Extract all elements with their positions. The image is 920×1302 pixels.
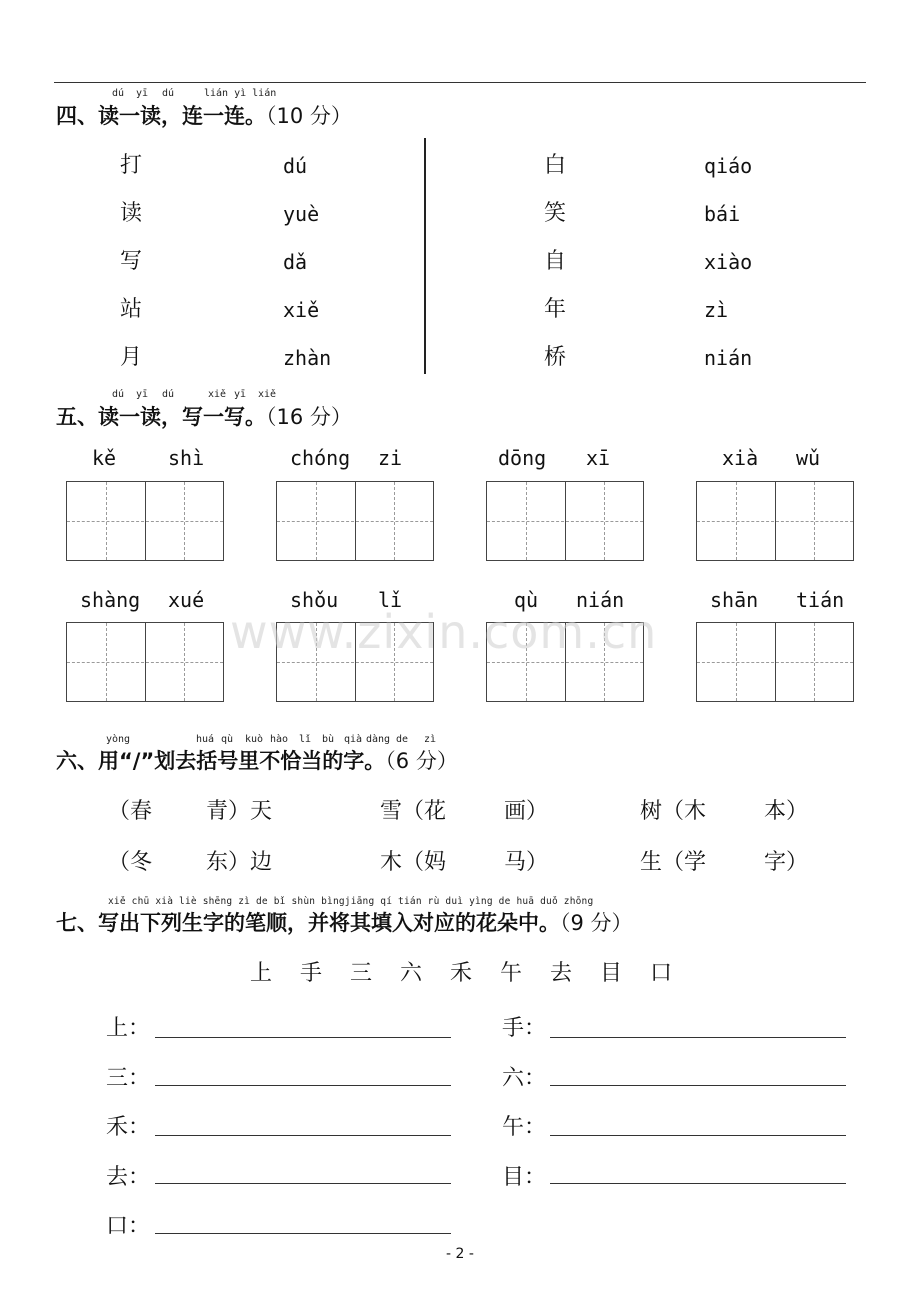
choice-option[interactable]: 画） xyxy=(504,799,549,824)
ruby: yòng xyxy=(106,734,131,745)
left-pinyin: dú xyxy=(283,154,308,178)
writing-box[interactable] xyxy=(486,481,644,561)
word-pinyin: shǒu xyxy=(290,588,339,612)
choice-option[interactable]: 生（学 xyxy=(640,850,707,875)
ruby-xie: xiě xyxy=(208,389,227,400)
section-4-title: 四、读一读，连一连。 xyxy=(56,104,266,128)
answer-line[interactable] xyxy=(550,1135,846,1136)
word-pinyin: dōng xyxy=(498,446,547,470)
char-item: 去 xyxy=(550,961,573,986)
ruby: qù xyxy=(221,734,234,745)
ruby-yi: yī xyxy=(136,389,149,400)
left-pinyin: xiě xyxy=(283,298,320,322)
word-pinyin: xià xyxy=(722,446,759,470)
ruby: qià xyxy=(344,734,363,745)
writing-box[interactable] xyxy=(696,481,854,561)
ruby: dàng xyxy=(366,734,391,745)
char-item: 手 xyxy=(300,961,323,986)
char-item: 上 xyxy=(250,961,273,986)
left-pinyin-column xyxy=(283,142,331,382)
char-item: 六 xyxy=(400,961,423,986)
char-item: 口 xyxy=(650,961,673,986)
writing-box[interactable] xyxy=(66,481,224,561)
ruby: hào xyxy=(270,734,289,745)
stroke-label: 口： xyxy=(106,1214,151,1239)
left-pinyin: yuè xyxy=(283,202,320,226)
char-item: 禾 xyxy=(450,961,473,986)
char-item: 三 xyxy=(350,961,373,986)
section-4-points: （10 分） xyxy=(266,104,352,128)
stroke-label: 目： xyxy=(502,1165,547,1190)
left-char: 读 xyxy=(120,201,143,226)
ruby-du: dú xyxy=(162,88,175,99)
ruby-du: dú xyxy=(112,389,125,400)
section-5-points: （16 分） xyxy=(266,405,352,429)
right-pinyin: zì xyxy=(704,298,729,322)
ruby: bù xyxy=(322,734,335,745)
ruby: lǐ xyxy=(299,734,312,745)
ruby: zì xyxy=(424,734,437,745)
section-5-heading xyxy=(56,401,352,431)
word-pinyin: xué xyxy=(168,588,205,612)
answer-line[interactable] xyxy=(155,1233,451,1234)
section-7-points: （9 分） xyxy=(560,911,633,935)
word-pinyin: lǐ xyxy=(378,588,403,612)
stroke-label: 去： xyxy=(106,1165,151,1190)
stroke-label: 手： xyxy=(502,1016,547,1041)
ruby-lian-yi-lian: lián yì lián xyxy=(204,88,277,99)
ruby-du: dú xyxy=(162,389,175,400)
choice-option[interactable]: （冬 xyxy=(108,850,153,875)
ruby-du: dú xyxy=(112,88,125,99)
word-pinyin: chóng xyxy=(290,446,351,470)
right-pinyin: nián xyxy=(704,346,753,370)
char-item: 午 xyxy=(500,961,523,986)
section-5-title: 五、读一读，写一写。 xyxy=(56,405,266,429)
answer-line[interactable] xyxy=(155,1183,451,1184)
left-pinyin: zhàn xyxy=(283,346,332,370)
top-rule xyxy=(54,82,866,83)
writing-box[interactable] xyxy=(276,481,434,561)
left-char: 站 xyxy=(120,297,143,322)
right-pinyin: xiào xyxy=(704,250,753,274)
ruby: de xyxy=(396,734,409,745)
word-pinyin: xī xyxy=(586,446,611,470)
answer-line[interactable] xyxy=(550,1037,846,1038)
stroke-label: 禾： xyxy=(106,1115,151,1140)
stroke-label: 六： xyxy=(502,1066,547,1091)
word-pinyin: tián xyxy=(796,588,845,612)
writing-box[interactable] xyxy=(696,622,854,702)
right-pinyin: bái xyxy=(704,202,741,226)
stroke-label: 三： xyxy=(106,1066,151,1091)
char-list xyxy=(250,956,680,987)
word-pinyin: nián xyxy=(576,588,625,612)
right-char: 自 xyxy=(544,249,567,274)
answer-line[interactable] xyxy=(550,1183,846,1184)
section-4-heading xyxy=(56,100,352,130)
answer-line[interactable] xyxy=(155,1085,451,1086)
left-pinyin: dǎ xyxy=(283,250,308,274)
right-char: 笑 xyxy=(544,201,567,226)
word-pinyin: kě xyxy=(92,446,117,470)
right-char: 桥 xyxy=(544,345,567,370)
word-pinyin: wǔ xyxy=(796,446,821,470)
left-char-column xyxy=(120,142,142,382)
section-7-title: 七、写出下列生字的笔顺，并将其填入对应的花朵中。 xyxy=(56,911,560,935)
choice-option[interactable]: 东）边 xyxy=(206,850,273,875)
word-pinyin: qù xyxy=(514,588,539,612)
right-pinyin-column xyxy=(704,142,752,382)
right-char: 白 xyxy=(544,153,567,178)
column-divider xyxy=(424,138,426,374)
word-pinyin: zi xyxy=(378,446,403,470)
ruby: kuò xyxy=(245,734,264,745)
choice-option[interactable]: 本） xyxy=(764,799,809,824)
answer-line[interactable] xyxy=(155,1135,451,1136)
page-number: - 2 - xyxy=(446,1246,474,1262)
right-char: 年 xyxy=(544,297,567,322)
writing-box[interactable] xyxy=(66,622,224,702)
word-pinyin: shàng xyxy=(80,588,141,612)
section-6-title: 六、用“/”划去括号里不恰当的字。 xyxy=(56,749,386,773)
choice-option[interactable]: 字） xyxy=(764,850,809,875)
choice-option[interactable]: 树（木 xyxy=(640,799,707,824)
right-pinyin: qiáo xyxy=(704,154,753,178)
word-pinyin: shān xyxy=(710,588,759,612)
char-item: 目 xyxy=(600,961,623,986)
stroke-label: 上： xyxy=(106,1016,151,1041)
choice-option[interactable]: 木（妈 xyxy=(380,850,447,875)
ruby-yi: yī xyxy=(136,88,149,99)
answer-line[interactable] xyxy=(155,1037,451,1038)
choice-option[interactable]: （春 xyxy=(108,799,153,824)
section-7-heading xyxy=(56,907,633,937)
ruby: xiě chū xià liè shēng zì de bǐ shùn bìngjiāng qí tián rù duì yìng de huā duǒ zhōng xyxy=(108,896,594,907)
ruby: huá xyxy=(196,734,215,745)
choice-option[interactable]: 马） xyxy=(504,850,549,875)
left-char: 写 xyxy=(120,249,143,274)
answer-line[interactable] xyxy=(550,1085,846,1086)
ruby-xie: xiě xyxy=(258,389,277,400)
section-6-points: （6 分） xyxy=(385,749,458,773)
left-char: 打 xyxy=(120,153,143,178)
left-char: 月 xyxy=(120,345,143,370)
right-char-column xyxy=(544,142,566,382)
word-pinyin: shì xyxy=(168,446,205,470)
ruby-yi: yī xyxy=(234,389,247,400)
watermark: www.zixin.com.cn xyxy=(230,605,658,659)
choice-option[interactable]: 雪（花 xyxy=(380,799,447,824)
section-6-heading xyxy=(56,745,458,775)
stroke-label: 午： xyxy=(502,1115,547,1140)
choice-option[interactable]: 青）天 xyxy=(206,799,273,824)
